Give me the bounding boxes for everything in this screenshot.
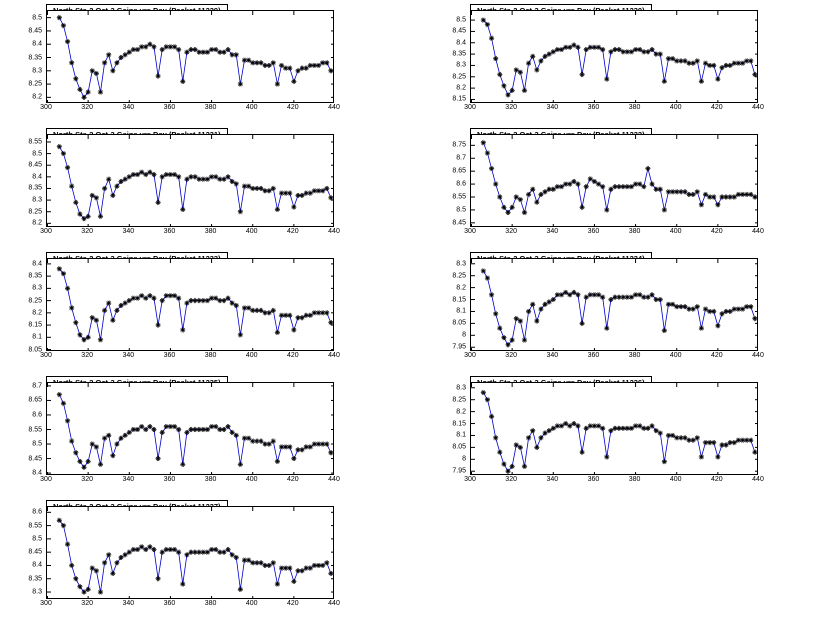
x-tick-label: 440	[328, 600, 340, 607]
y-axis-labels	[0, 134, 44, 227]
x-tick-label: 340	[122, 600, 135, 607]
y-tick-label: 8.55	[28, 426, 42, 433]
x-tick-label: 420	[711, 352, 723, 359]
plot-area	[470, 382, 758, 475]
x-tick-label: 400	[245, 476, 258, 483]
x-tick-label: 420	[287, 352, 299, 359]
x-tick-label: 340	[122, 476, 135, 483]
x-tick-label: 360	[587, 104, 600, 111]
y-axis-labels	[0, 382, 44, 475]
x-tick-label: 400	[245, 600, 258, 607]
x-tick-label: 340	[546, 228, 559, 235]
y-tick-label: 8.25	[28, 208, 42, 216]
x-tick-label: 380	[628, 476, 641, 483]
y-axis-labels	[0, 258, 44, 354]
x-axis-labels	[40, 227, 340, 239]
x-axis-labels	[40, 475, 340, 487]
y-tick-label: 8.35	[28, 184, 42, 192]
y-tick-label: 8.05	[452, 319, 466, 327]
y-tick-label: 8.4	[32, 561, 42, 569]
plot-area	[46, 258, 334, 351]
y-tick-label: 8.5	[456, 206, 466, 214]
x-axis-labels	[40, 599, 340, 611]
y-tick-label: 8.2	[32, 309, 42, 317]
y-tick-label: 8.05	[452, 443, 466, 451]
y-tick-label: 8.5	[32, 14, 42, 22]
y-tick-label: 8.45	[28, 455, 42, 463]
x-tick-label: 300	[464, 476, 476, 483]
y-tick-label: 8.15	[28, 321, 42, 329]
y-tick-label: 8.75	[452, 141, 466, 149]
series-plot	[47, 383, 334, 475]
y-tick-label: 8.1	[32, 333, 42, 341]
y-tick-label: 8.45	[28, 27, 42, 35]
x-tick-label: 380	[204, 228, 217, 235]
x-tick-label: 440	[752, 104, 764, 111]
y-tick-label: 8.3	[32, 67, 42, 75]
y-tick-label: 8.25	[452, 73, 466, 81]
y-tick-label: 8.4	[32, 173, 42, 181]
x-axis-labels	[464, 351, 764, 363]
y-axis-labels	[0, 10, 44, 103]
y-tick-label: 8.3	[32, 284, 42, 292]
series-plot	[471, 383, 758, 475]
y-tick-label: 8.15	[452, 296, 466, 304]
x-tick-label: 380	[204, 352, 217, 359]
x-tick-label: 400	[245, 228, 258, 235]
x-tick-label: 420	[287, 104, 299, 111]
y-tick-label: 8.3	[456, 61, 466, 69]
y-tick-label: 8.6	[456, 180, 466, 188]
x-tick-label: 360	[163, 476, 176, 483]
y-tick-label: 8.55	[452, 193, 466, 201]
y-tick-label: 8.2	[32, 219, 42, 227]
plot-area	[46, 10, 334, 103]
y-tick-label: 8.4	[32, 469, 42, 477]
y-tick-label: 8.1	[456, 307, 466, 315]
chart-panel	[424, 252, 764, 370]
x-tick-label: 340	[546, 352, 559, 359]
x-tick-label: 320	[505, 476, 517, 483]
y-tick-label: 8	[462, 455, 466, 463]
y-tick-label: 8.05	[28, 346, 42, 354]
x-tick-label: 340	[546, 104, 559, 111]
x-tick-label: 360	[163, 104, 176, 111]
y-axis-labels	[424, 134, 468, 227]
x-tick-label: 320	[505, 228, 517, 235]
series-plot	[471, 11, 758, 103]
x-tick-label: 400	[669, 476, 682, 483]
y-tick-label: 7.95	[452, 343, 466, 351]
x-tick-label: 300	[40, 228, 52, 235]
series-plot	[471, 259, 758, 351]
y-tick-label: 8.2	[456, 408, 466, 416]
chart-panel	[0, 4, 340, 122]
plot-area	[470, 258, 758, 351]
y-tick-label: 8.5	[456, 16, 466, 24]
y-tick-label: 8.2	[456, 84, 466, 92]
x-tick-label: 320	[505, 352, 517, 359]
y-tick-label: 8.25	[28, 297, 42, 305]
y-tick-label: 8.35	[28, 54, 42, 61]
x-tick-label: 420	[287, 600, 299, 607]
y-tick-label: 8.1	[456, 431, 466, 439]
x-tick-label: 300	[464, 104, 476, 111]
chart-panel	[0, 128, 340, 246]
x-tick-label: 380	[628, 352, 641, 359]
x-tick-label: 320	[81, 352, 93, 359]
y-tick-label: 8.15	[452, 95, 466, 103]
x-tick-label: 400	[245, 352, 258, 359]
x-tick-label: 360	[587, 476, 600, 483]
x-tick-label: 340	[122, 352, 135, 359]
x-tick-label: 440	[328, 228, 340, 235]
chart-panel	[424, 376, 764, 494]
x-tick-label: 320	[81, 228, 93, 235]
x-tick-label: 440	[752, 476, 764, 483]
y-tick-label: 8.45	[28, 548, 42, 556]
y-tick-label: 8.55	[28, 522, 42, 530]
x-tick-label: 320	[81, 600, 93, 607]
x-tick-label: 440	[752, 352, 764, 359]
y-tick-label: 8.4	[32, 40, 42, 48]
x-axis-labels	[464, 475, 764, 487]
plot-area	[470, 134, 758, 227]
x-tick-label: 400	[669, 352, 682, 359]
y-tick-label: 8.6	[32, 508, 42, 516]
y-tick-label: 8.45	[28, 161, 42, 169]
x-tick-label: 440	[328, 104, 340, 111]
chart-panel	[0, 500, 340, 618]
x-tick-label: 360	[163, 228, 176, 235]
y-tick-label: 8.25	[452, 396, 466, 404]
x-tick-label: 400	[669, 104, 682, 111]
y-tick-label: 7.95	[452, 467, 466, 475]
chart-panel	[424, 4, 764, 122]
y-tick-label: 8.4	[456, 39, 466, 47]
x-tick-label: 340	[122, 104, 135, 111]
x-tick-label: 440	[328, 476, 340, 483]
chart-panel	[0, 252, 340, 370]
chart-panel	[424, 128, 764, 246]
x-tick-label: 380	[204, 600, 217, 607]
series-plot	[471, 135, 758, 227]
x-tick-label: 300	[464, 228, 476, 235]
x-axis-labels	[464, 103, 764, 115]
x-tick-label: 320	[505, 104, 517, 111]
y-tick-label: 8.2	[456, 284, 466, 292]
x-tick-label: 340	[546, 476, 559, 483]
y-axis-labels	[0, 506, 44, 599]
y-tick-label: 8.3	[32, 588, 42, 596]
plot-area	[46, 382, 334, 475]
x-tick-label: 420	[711, 228, 723, 235]
y-tick-label: 8.25	[28, 80, 42, 88]
x-tick-label: 340	[122, 228, 135, 235]
y-tick-label: 8.15	[452, 420, 466, 428]
y-tick-label: 8.45	[452, 27, 466, 35]
y-tick-label: 8.35	[28, 575, 42, 583]
x-tick-label: 300	[40, 476, 52, 483]
y-axis-labels	[424, 10, 468, 103]
x-tick-label: 420	[287, 228, 299, 235]
x-tick-label: 420	[711, 476, 723, 483]
y-tick-label: 8.65	[28, 396, 42, 404]
x-tick-label: 440	[328, 352, 340, 359]
x-tick-label: 380	[628, 104, 641, 111]
plot-area	[470, 10, 758, 103]
x-tick-label: 400	[245, 104, 258, 111]
y-tick-label: 8.55	[28, 138, 42, 146]
x-tick-label: 360	[587, 352, 600, 359]
x-tick-label: 400	[669, 228, 682, 235]
x-tick-label: 380	[204, 104, 217, 111]
y-tick-label: 8.3	[456, 384, 466, 392]
x-tick-label: 320	[81, 476, 93, 483]
y-tick-label: 8.65	[452, 167, 466, 175]
series-plot	[47, 259, 334, 351]
x-axis-labels	[464, 227, 764, 239]
x-tick-label: 380	[628, 228, 641, 235]
y-axis-labels	[424, 382, 468, 475]
y-tick-label: 8.7	[456, 154, 466, 162]
series-plot	[47, 11, 334, 103]
y-tick-label: 8.2	[32, 93, 42, 101]
x-tick-label: 300	[40, 352, 52, 359]
x-tick-label: 380	[204, 476, 217, 483]
y-tick-label: 8.6	[32, 411, 42, 419]
x-axis-labels	[40, 351, 340, 363]
x-tick-label: 360	[163, 352, 176, 359]
y-tick-label: 8.3	[456, 260, 466, 268]
x-tick-label: 300	[40, 104, 52, 111]
x-tick-label: 420	[287, 476, 299, 483]
x-tick-label: 420	[711, 104, 723, 111]
y-tick-label: 8.25	[452, 272, 466, 280]
plot-area	[46, 506, 334, 599]
plot-area	[46, 134, 334, 227]
y-tick-label: 8	[462, 331, 466, 339]
y-tick-label: 8.4	[32, 260, 42, 268]
y-axis-labels	[424, 258, 468, 351]
series-plot	[47, 507, 334, 599]
x-tick-label: 300	[464, 352, 476, 359]
y-tick-label: 8.35	[452, 50, 466, 58]
x-tick-label: 360	[163, 600, 176, 607]
x-tick-label: 320	[81, 104, 93, 111]
x-tick-label: 300	[40, 600, 52, 607]
chart-panel	[0, 376, 340, 494]
y-tick-label: 8.5	[32, 535, 42, 543]
y-tick-label: 8.45	[452, 219, 466, 227]
x-tick-label: 440	[752, 228, 764, 235]
x-axis-labels	[40, 103, 340, 115]
x-tick-label: 360	[587, 228, 600, 235]
y-tick-label: 8.7	[32, 382, 42, 390]
y-tick-label: 8.35	[28, 272, 42, 280]
y-tick-label: 8.5	[32, 150, 42, 158]
y-tick-label: 8.5	[32, 440, 42, 448]
y-tick-label: 8.3	[32, 196, 42, 204]
series-plot	[47, 135, 334, 227]
